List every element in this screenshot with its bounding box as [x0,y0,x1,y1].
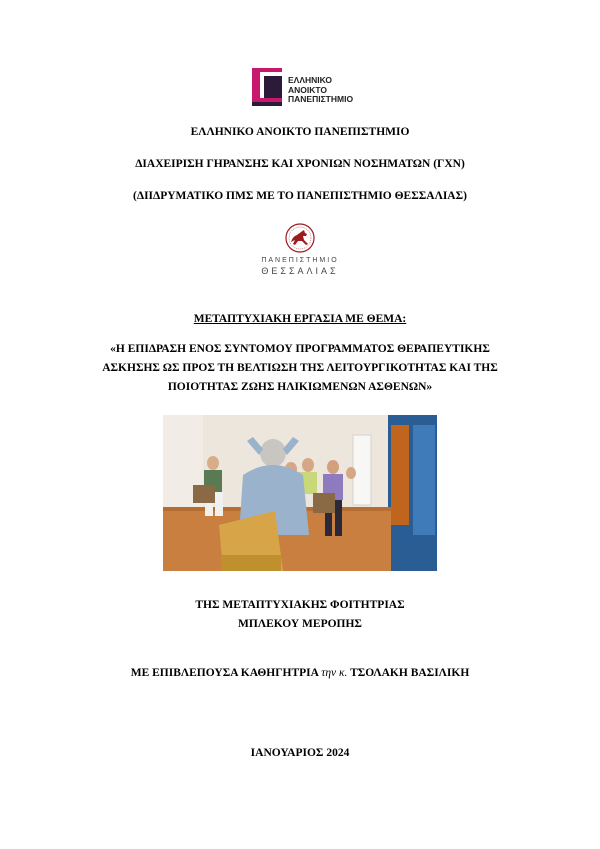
supervisor-prefix: την κ. [321,667,348,679]
eap-logo-text [288,76,353,105]
seal-horse-icon [277,222,323,254]
exercise-photo [163,415,437,571]
interinstitutional-note: (ΔΙΙΔΡΥΜΑΤΙΚΟ ΠΜΣ ΜΕ ΤΟ ΠΑΝΕΠΙΣΤΗΜΙΟ ΘΕΣΣΑΛΙΑΣ) [133,190,467,202]
seal-label-1: ΠΑΝΕΠΙΣΤΗΜΙΟ [261,257,339,264]
program-name: ΔΙΑΧΕΙΡΙΣΗ ΓΗΡΑΝΣΗΣ ΚΑΙ ΧΡΟΝΙΩΝ ΝΟΣΗΜΑΤΩΝ (ΓΧΝ) [135,158,465,170]
student-name: ΜΠΛΕΚΟΥ ΜΕΡΟΠΗΣ [238,618,362,630]
eap-logo [252,68,352,110]
supervisor-name: ΤΣΟΛΑΚΗ ΒΑΣΙΛΙΚΗ [350,667,470,679]
logo-line-2: ΑΝΟΙΚΤΟ [288,84,328,95]
thessaly-seal [277,222,323,254]
student-label: ΤΗΣ ΜΕΤΑΠΤΥΧΙΑΚΗΣ ΦΟΙΤΗΤΡΙΑΣ [195,599,405,611]
thesis-title-line-2: ΑΣΚΗΣΗΣ ΩΣ ΠΡΟΣ ΤΗ ΒΕΛΤΙΩΣΗ ΤΗΣ ΛΕΙΤΟΥΡΓΙΚΟΤΗΤΑΣ ΚΑΙ ΤΗΣ [102,362,498,374]
logo-line-3: ΠΑΝΕΠΙΣΤΗΜΙΟ [288,94,354,104]
thesis-title-line-3: ΠΟΙΟΤΗΤΑΣ ΖΩΗΣ ΗΛΙΚΙΩΜΕΝΩΝ ΑΣΘΕΝΩΝ» [167,381,433,393]
document-date: ΙΑΝΟΥΑΡΙΟΣ 2024 [250,747,350,759]
seal-label-2: ΘΕΣΣΑΛΙΑΣ [261,266,339,276]
supervisor-label: ΜΕ ΕΠΙΒΛΕΠΟΥΣΑ ΚΑΘΗΓΗΤΡΙΑ [130,667,319,679]
eap-logo-icon [252,68,286,108]
thesis-label: ΜΕΤΑΠΤΥΧΙΑΚΗ ΕΡΓΑΣΙΑ ΜΕ ΘΕΜΑ: [193,313,407,325]
university-name: ΕΛΛΗΝΙΚΟ ΑΝΟΙΚΤΟ ΠΑΝΕΠΙΣΤΗΜΙΟ [190,126,410,138]
supervisor-line [0,667,600,679]
logo-line-1: ΕΛΛΗΝΙΚΟ [288,75,333,85]
thesis-title-line-1: «Η ΕΠΙΔΡΑΣΗ ΕΝΟΣ ΣΥΝΤΟΜΟΥ ΠΡΟΓΡΑΜΜΑΤΟΣ ΘΕΡΑΠΕΥΤΙΚΗΣ [110,343,490,355]
